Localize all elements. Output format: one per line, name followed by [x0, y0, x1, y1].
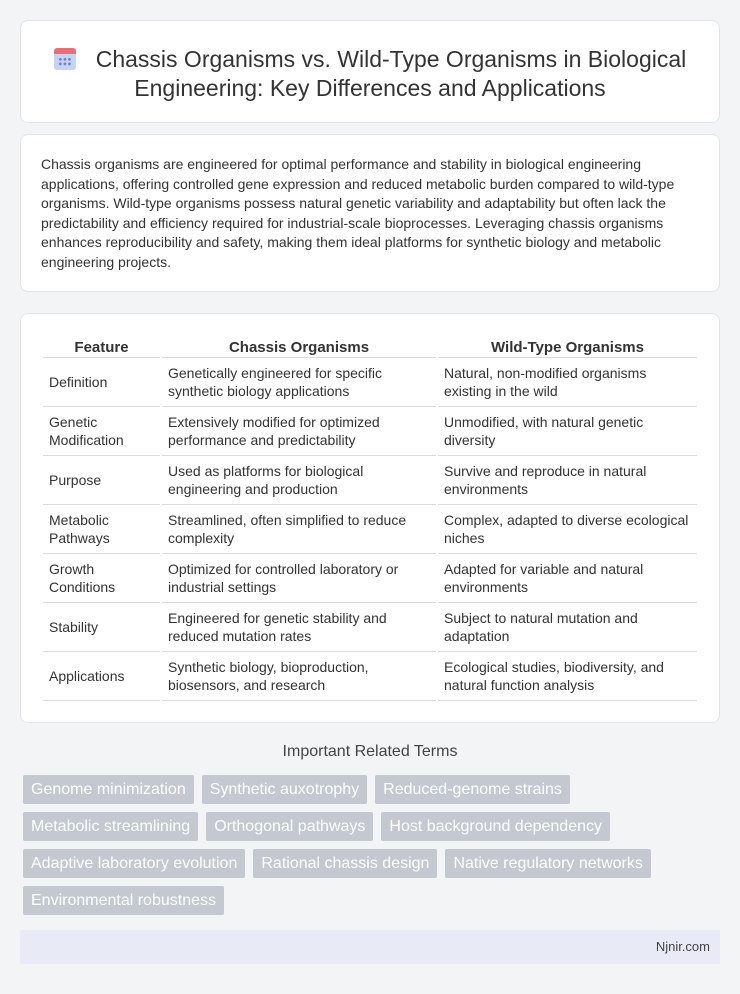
row-chassis: Extensively modified for optimized performance and predictability	[162, 407, 436, 456]
related-term-tag[interactable]: Environmental robustness	[23, 886, 224, 915]
row-chassis: Used as platforms for biological engineering and production	[162, 456, 436, 505]
comparison-table	[41, 334, 699, 701]
related-term-tag[interactable]: Host background dependency	[381, 812, 610, 841]
title-card	[20, 20, 720, 123]
related-term-tag[interactable]: Orthogonal pathways	[206, 812, 373, 841]
intro-paragraph: Chassis organisms are engineered for optimal performance and stability in biological engineering applications, offering controlled gene expression and reduced metabolic burden compared to wild-type organisms. Wild-type organisms possess natural genetic variability and adaptability but often lack the predictability and efficiency required for industrial-scale bioprocesses. Leveraging chassis organisms enhances reproducibility and safety, making them ideal platforms for synthetic biology and metabolic engineering projects.	[41, 156, 675, 270]
comparison-table-card	[20, 313, 720, 723]
row-chassis: Streamlined, often simplified to reduce complexity	[162, 505, 436, 554]
footer	[20, 930, 720, 964]
related-terms-heading: Important Related Terms	[282, 743, 458, 760]
row-feature: Purpose	[43, 456, 160, 505]
intro-card	[20, 134, 720, 292]
row-wild-type: Ecological studies, biodiversity, and natural function analysis	[438, 652, 697, 701]
calendar-icon	[54, 48, 76, 70]
page-title-text: Chassis Organisms vs. Wild-Type Organisms in Biological Engineering: Key Differences and Applications	[95, 46, 687, 101]
related-term-tag[interactable]: Genome minimization	[23, 775, 194, 804]
table-row	[43, 652, 697, 701]
row-wild-type: Adapted for variable and natural environments	[438, 554, 697, 603]
table-row	[43, 407, 697, 456]
related-term-tag[interactable]: Native regulatory networks	[445, 849, 650, 878]
related-term-tag[interactable]: Metabolic streamlining	[23, 812, 198, 841]
related-term-tag[interactable]: Synthetic auxotrophy	[202, 775, 367, 804]
row-feature: Growth Conditions	[43, 554, 160, 603]
row-feature: Definition	[43, 358, 160, 407]
row-wild-type: Subject to natural mutation and adaptation	[438, 603, 697, 652]
header-chassis: Chassis Organisms	[162, 334, 436, 358]
row-feature: Genetic Modification	[43, 407, 160, 456]
row-feature: Applications	[43, 652, 160, 701]
related-term-tag[interactable]: Rational chassis design	[253, 849, 437, 878]
related-term-tag[interactable]: Reduced-genome strains	[375, 775, 570, 804]
row-feature: Stability	[43, 603, 160, 652]
table-row	[43, 603, 697, 652]
table-header-row	[43, 334, 697, 358]
row-feature: Metabolic Pathways	[43, 505, 160, 554]
table-row	[43, 358, 697, 407]
row-wild-type: Complex, adapted to diverse ecological niches	[438, 505, 697, 554]
related-terms-list	[23, 775, 713, 915]
row-chassis: Genetically engineered for specific synthetic biology applications	[162, 358, 436, 407]
page-title	[41, 45, 699, 103]
row-chassis: Synthetic biology, bioproduction, biosensors, and research	[162, 652, 436, 701]
row-chassis: Optimized for controlled laboratory or industrial settings	[162, 554, 436, 603]
row-wild-type: Survive and reproduce in natural environments	[438, 456, 697, 505]
table-row	[43, 456, 697, 505]
row-chassis: Engineered for genetic stability and reduced mutation rates	[162, 603, 436, 652]
footer-site-link[interactable]: Njnir.com	[655, 939, 710, 954]
row-wild-type: Unmodified, with natural genetic diversity	[438, 407, 697, 456]
header-wild-type: Wild-Type Organisms	[438, 334, 697, 358]
header-feature: Feature	[43, 334, 160, 358]
related-term-tag[interactable]: Adaptive laboratory evolution	[23, 849, 245, 878]
row-wild-type: Natural, non-modified organisms existing in the wild	[438, 358, 697, 407]
table-row	[43, 505, 697, 554]
table-row	[43, 554, 697, 603]
